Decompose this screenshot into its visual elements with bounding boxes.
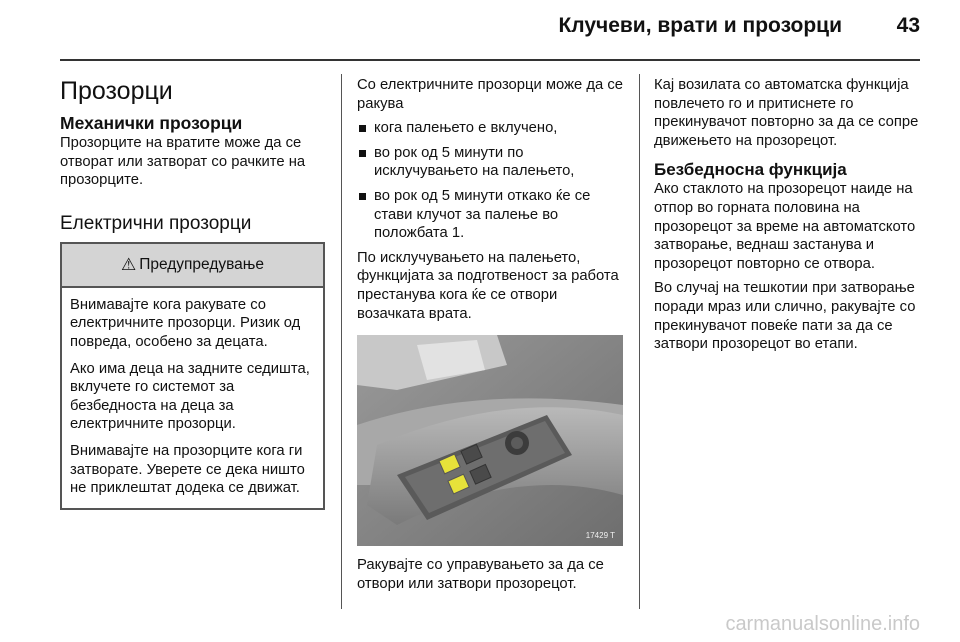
header-rule (60, 59, 920, 61)
page-header-title: Клучеви, врати и прозорци (558, 14, 842, 37)
warning-title: Предупредување (139, 255, 265, 273)
subsection-heading: Електрични прозорци (60, 212, 252, 234)
list-item: кога палењето е вклучено, (357, 119, 627, 138)
list-item: во рок од 5 минути по исклучувањето на палењето, (357, 144, 627, 181)
column-2 (357, 76, 627, 593)
subsection-heading: Безбедносна функција (654, 160, 847, 180)
column-1 (60, 76, 325, 510)
warning-box (60, 242, 325, 510)
paragraph: Ако стаклото на прозорецот наиде на отпор во горната половина на прозорецот за време на автоматското затворање, веднаш застанува и прозорецот повторно се отвора. (654, 181, 916, 272)
photo-caption: Ракувајте со управувањето за да се отвори или затвори прозорецот. (357, 557, 604, 592)
bullet-list (357, 119, 627, 243)
page-number: 43 (896, 14, 920, 37)
column-divider (341, 74, 342, 609)
paragraph: По исклучувањето на палењето, функцијата за подготвеност за работа престанува кога ќе се отвори возачката врата. (357, 249, 619, 322)
watermark: carmanualsonline.info (725, 613, 920, 635)
section-heading: Прозорци (60, 77, 173, 105)
list-item: во рок од 5 минути откако ќе се стави клучот за палење во положбата 1. (357, 187, 627, 243)
column-3 (654, 76, 926, 354)
warning-header (62, 244, 323, 288)
door-panel-illustration (357, 335, 623, 546)
warning-paragraph: Внимавајте кога ракувате со електричните прозорци. Ризик од повреда, особено за децата. (70, 296, 301, 350)
window-switch-photo (357, 335, 623, 546)
image-code: 17429 T (585, 531, 615, 541)
paragraph: Во случај на тешкотии при затворање поради мраз или слично, ракувајте со прекинувачот повеќе пати за да се затвори прозорецот во етапи. (654, 280, 916, 353)
warning-paragraph: Внимавајте на прозорците кога ги затворате. Уверете се дека ништо не приклештат додека се движат. (70, 442, 305, 497)
paragraph: Кај возилата со автоматска функција повлечето го и притиснете го прекинувачот повторно за да се сопре движењето на прозорецот. (654, 77, 919, 149)
paragraph: Со електричните прозорци може да се ракува (357, 77, 623, 112)
warning-paragraph: Ако има деца на задните седишта, вклучете го системот за безбедноста на деца за електричните прозорци. (70, 360, 310, 433)
warning-icon: ⚠ (120, 254, 137, 274)
subsection-heading: Механички прозорци (60, 113, 243, 133)
warning-body (62, 288, 323, 508)
column-divider (639, 74, 640, 609)
paragraph: Прозорците на вратите може да се отворат или затворат со рачките на прозорците. (60, 135, 306, 189)
